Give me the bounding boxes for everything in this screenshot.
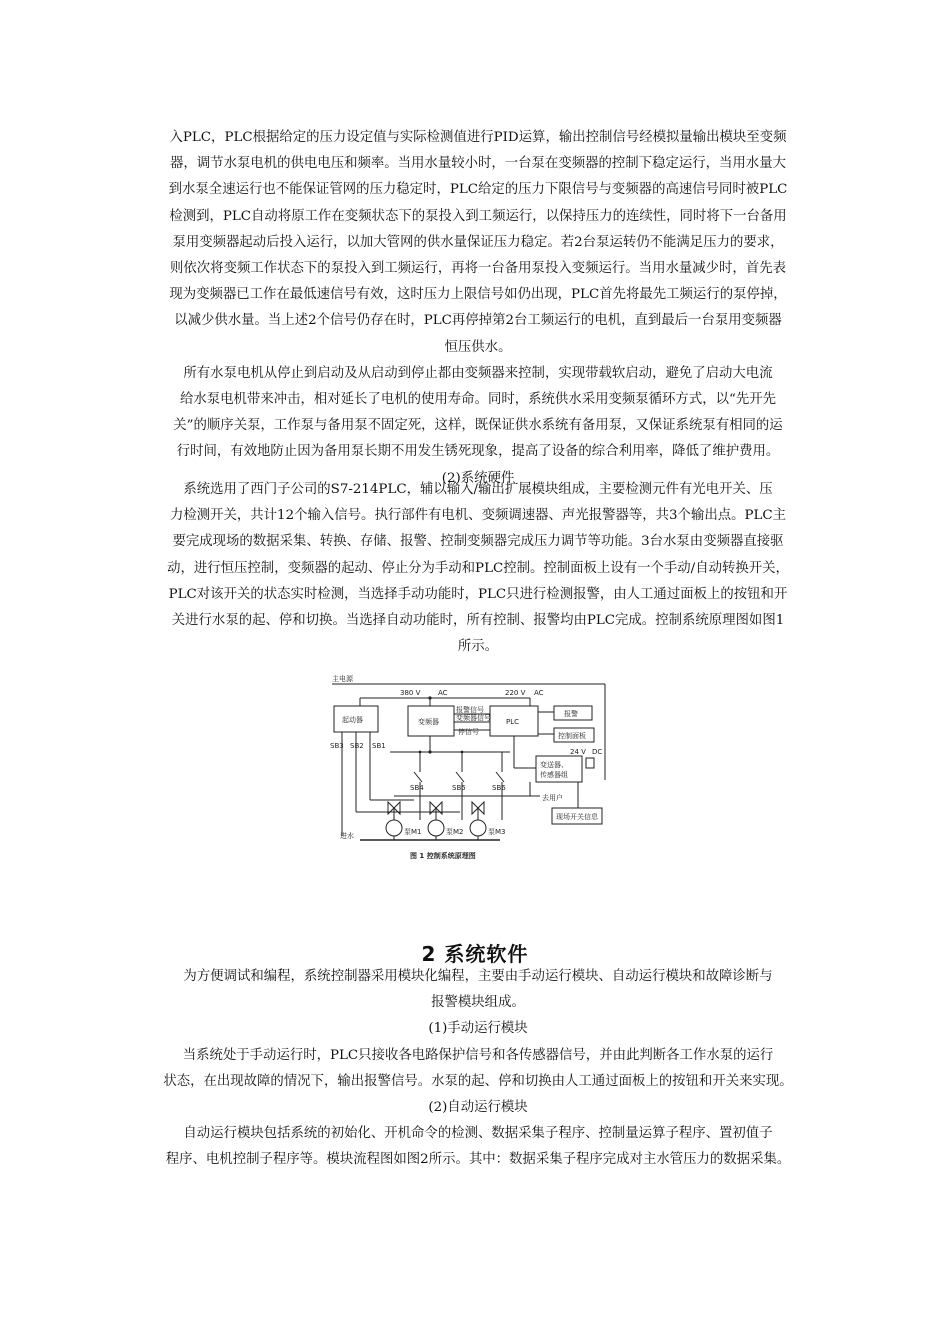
text-line: 入PLC，PLC根据给定的压力设定值与实际检测值进行PID运算，输出控制信号经模拟量输出模块至变频 xyxy=(169,130,787,145)
diagram-label: SB4 xyxy=(410,784,424,792)
diagram-label: 报警 xyxy=(564,710,578,718)
diagram-label: PLC xyxy=(506,718,520,726)
text-line: 器，调节水泵电机的供电电压和频率。当用水量较小时，一台泵在变频器的控制下稳定运行，当用水量大 xyxy=(170,156,786,172)
text-line: 关”的顺序关泵，工作泵与备用泵不固定死，这样，既保证供水系统有备用泵，又保证系统泵有相同的运 xyxy=(173,418,783,434)
text-line: 报警模块组成。 xyxy=(431,995,525,1011)
figure-caption: 图 1 控制系统原理图 xyxy=(410,852,476,860)
dc-supply-box xyxy=(586,758,594,768)
control-system-diagram xyxy=(330,672,610,868)
text-line: 则依次将变频工作状态下的泵投入到工频运行，再将一台备用泵投入变频运行。当用水量减少时，首先表 xyxy=(170,261,786,277)
diagram-label: 现场开关信息 xyxy=(556,813,598,821)
diagram-label: 进水 xyxy=(340,832,354,840)
diagram-label: 变频器信号 xyxy=(456,714,491,722)
subsection-title: (2)自动运行模块 xyxy=(428,1100,528,1116)
diagram-label: SB3 xyxy=(330,742,344,750)
text-line: 关进行水泵的起、停和切换。当选择自动功能时，所有控制、报警均由PLC完成。控制系统原理图如图1 xyxy=(171,613,785,629)
pump-m1-symbol xyxy=(386,820,402,836)
subsection-title: (1)手动运行模块 xyxy=(428,1021,528,1037)
diagram-svg xyxy=(330,672,610,868)
diagram-label: SB2 xyxy=(350,742,364,750)
diagram-label: 变频器 xyxy=(418,718,439,726)
text-line: 恒压供水。 xyxy=(444,339,512,355)
diagram-label: AC xyxy=(438,689,448,697)
subsection-title: (2)系统硬件 xyxy=(441,470,515,486)
diagram-label: 起动器 xyxy=(342,716,363,724)
section-heading: 2 系统软件 xyxy=(421,942,529,966)
text-line: 泵用变频器起动后投入运行，以加大管网的供水量保证压力稳定。若2台泵运转仍不能满足压力的要求， xyxy=(172,234,784,250)
text-line: 当系统处于手动运行时，PLC只接收各电路保护信号和各传感器信号，并由此判断各工作水泵的运行 xyxy=(182,1047,774,1063)
diagram-label: 停信号 xyxy=(458,728,479,736)
text-line: PLC对该开关的状态实时检测，当选择手动功能时，PLC只进行检测报警，由人工通过面板上的按钮和开 xyxy=(168,586,788,602)
diagram-label: 380 V xyxy=(400,689,421,697)
diagram-label: 泵M3 xyxy=(488,828,506,836)
text-line: 所有水泵电机从停止到启动及从启动到停止都由变频器来控制，实现带载软启动，避免了启动大电流 xyxy=(183,365,773,381)
paragraph-block-1 xyxy=(138,125,818,492)
text-line: 以减少供水量。当上述2个信号仍存在时，PLC再停掉第2台工频运行的电机，直到最后一台泵用变频器 xyxy=(174,313,782,329)
diagram-label: 控制面板 xyxy=(558,732,586,740)
diagram-label: 传感器组 xyxy=(540,771,568,779)
pump-m2-symbol xyxy=(428,820,444,836)
text-line: 现为变频器已工作在最低速信号有效，这时压力上限信号如仍出现，PLC首先将最先工频运行的泵停掉， xyxy=(169,287,787,303)
text-line: 到水泵全速运行也不能保证管网的压力稳定时，PLC给定的压力下限信号与变频器的高速信号同时被PLC xyxy=(168,182,788,198)
diagram-label: AC xyxy=(534,689,544,697)
paragraph-block-3 xyxy=(138,964,818,1174)
text-line: 动，进行恒压控制，变频器的起动、停止分为手动和PLC控制。控制面板上设有一个手动/自动转换开关， xyxy=(167,560,789,576)
text-line: 要完成现场的数据采集、转换、存储、报警、控制变频器完成压力调节等功能。3台水泵由变频器直接驱 xyxy=(172,534,784,550)
diagram-label: 变送器、 xyxy=(540,761,568,769)
text-line: 给水泵电机带来冲击，相对延长了电机的使用寿命。同时，系统供水采用变频泵循环方式，以“先开先 xyxy=(179,392,777,408)
diagram-label: SB5 xyxy=(452,784,466,792)
diagram-label: 220 V xyxy=(505,689,526,697)
text-line: 为方便调试和编程，系统控制器采用模块化编程，主要由手动运行模块、自动运行模块和故障诊断与 xyxy=(183,969,773,984)
text-line: 自动运行模块包括系统的初始化、开机命令的检测、数据采集子程序、控制量运算子程序、置初值子 xyxy=(183,1126,773,1142)
text-line: 行时间，有效地防止因为备用泵长期不用发生锈死现象，提高了设备的综合利用率，降低了维护费用。 xyxy=(176,444,780,460)
diagram-label: 报警信号 xyxy=(456,706,484,714)
diagram-label: SB1 xyxy=(372,742,386,750)
diagram-label: 主电源 xyxy=(332,675,353,683)
diagram-label: 泵M2 xyxy=(446,828,464,836)
text-line: 检测到，PLC自动将原工作在变频状态下的泵投入到工频运行，以保持压力的连续性，同时将下一台备用 xyxy=(169,208,787,224)
text-line: 状态，在出现故障的情况下，输出报警信号。水泵的起、停和切换由人工通过面板上的按钮和开关来实现。 xyxy=(163,1073,793,1089)
diagram-label: SB6 xyxy=(492,784,506,792)
text-line: 系统选用了西门子公司的S7-214PLC，辅以输入/输出扩展模块组成，主要检测元件有光电开关、压 xyxy=(183,482,773,497)
paragraph-block-2 xyxy=(138,477,818,660)
diagram-label: DC xyxy=(592,748,603,756)
diagram-label: 泵M1 xyxy=(404,828,422,836)
text-line: 所示。 xyxy=(457,639,499,655)
text-line: 力检测开关，共计12个输入信号。执行部件有电机、变频调速器、声光报警器等，共3个输出点。PLC主 xyxy=(169,508,787,524)
pump-m3-symbol xyxy=(470,820,486,836)
diagram-label: 24 V xyxy=(570,748,586,756)
diagram-label: 去用户 xyxy=(542,794,563,802)
text-line: 程序、电机控制子程序等。模块流程图如图2所示。其中：数据采集子程序完成对主水管压力的数据采集。 xyxy=(165,1152,791,1168)
